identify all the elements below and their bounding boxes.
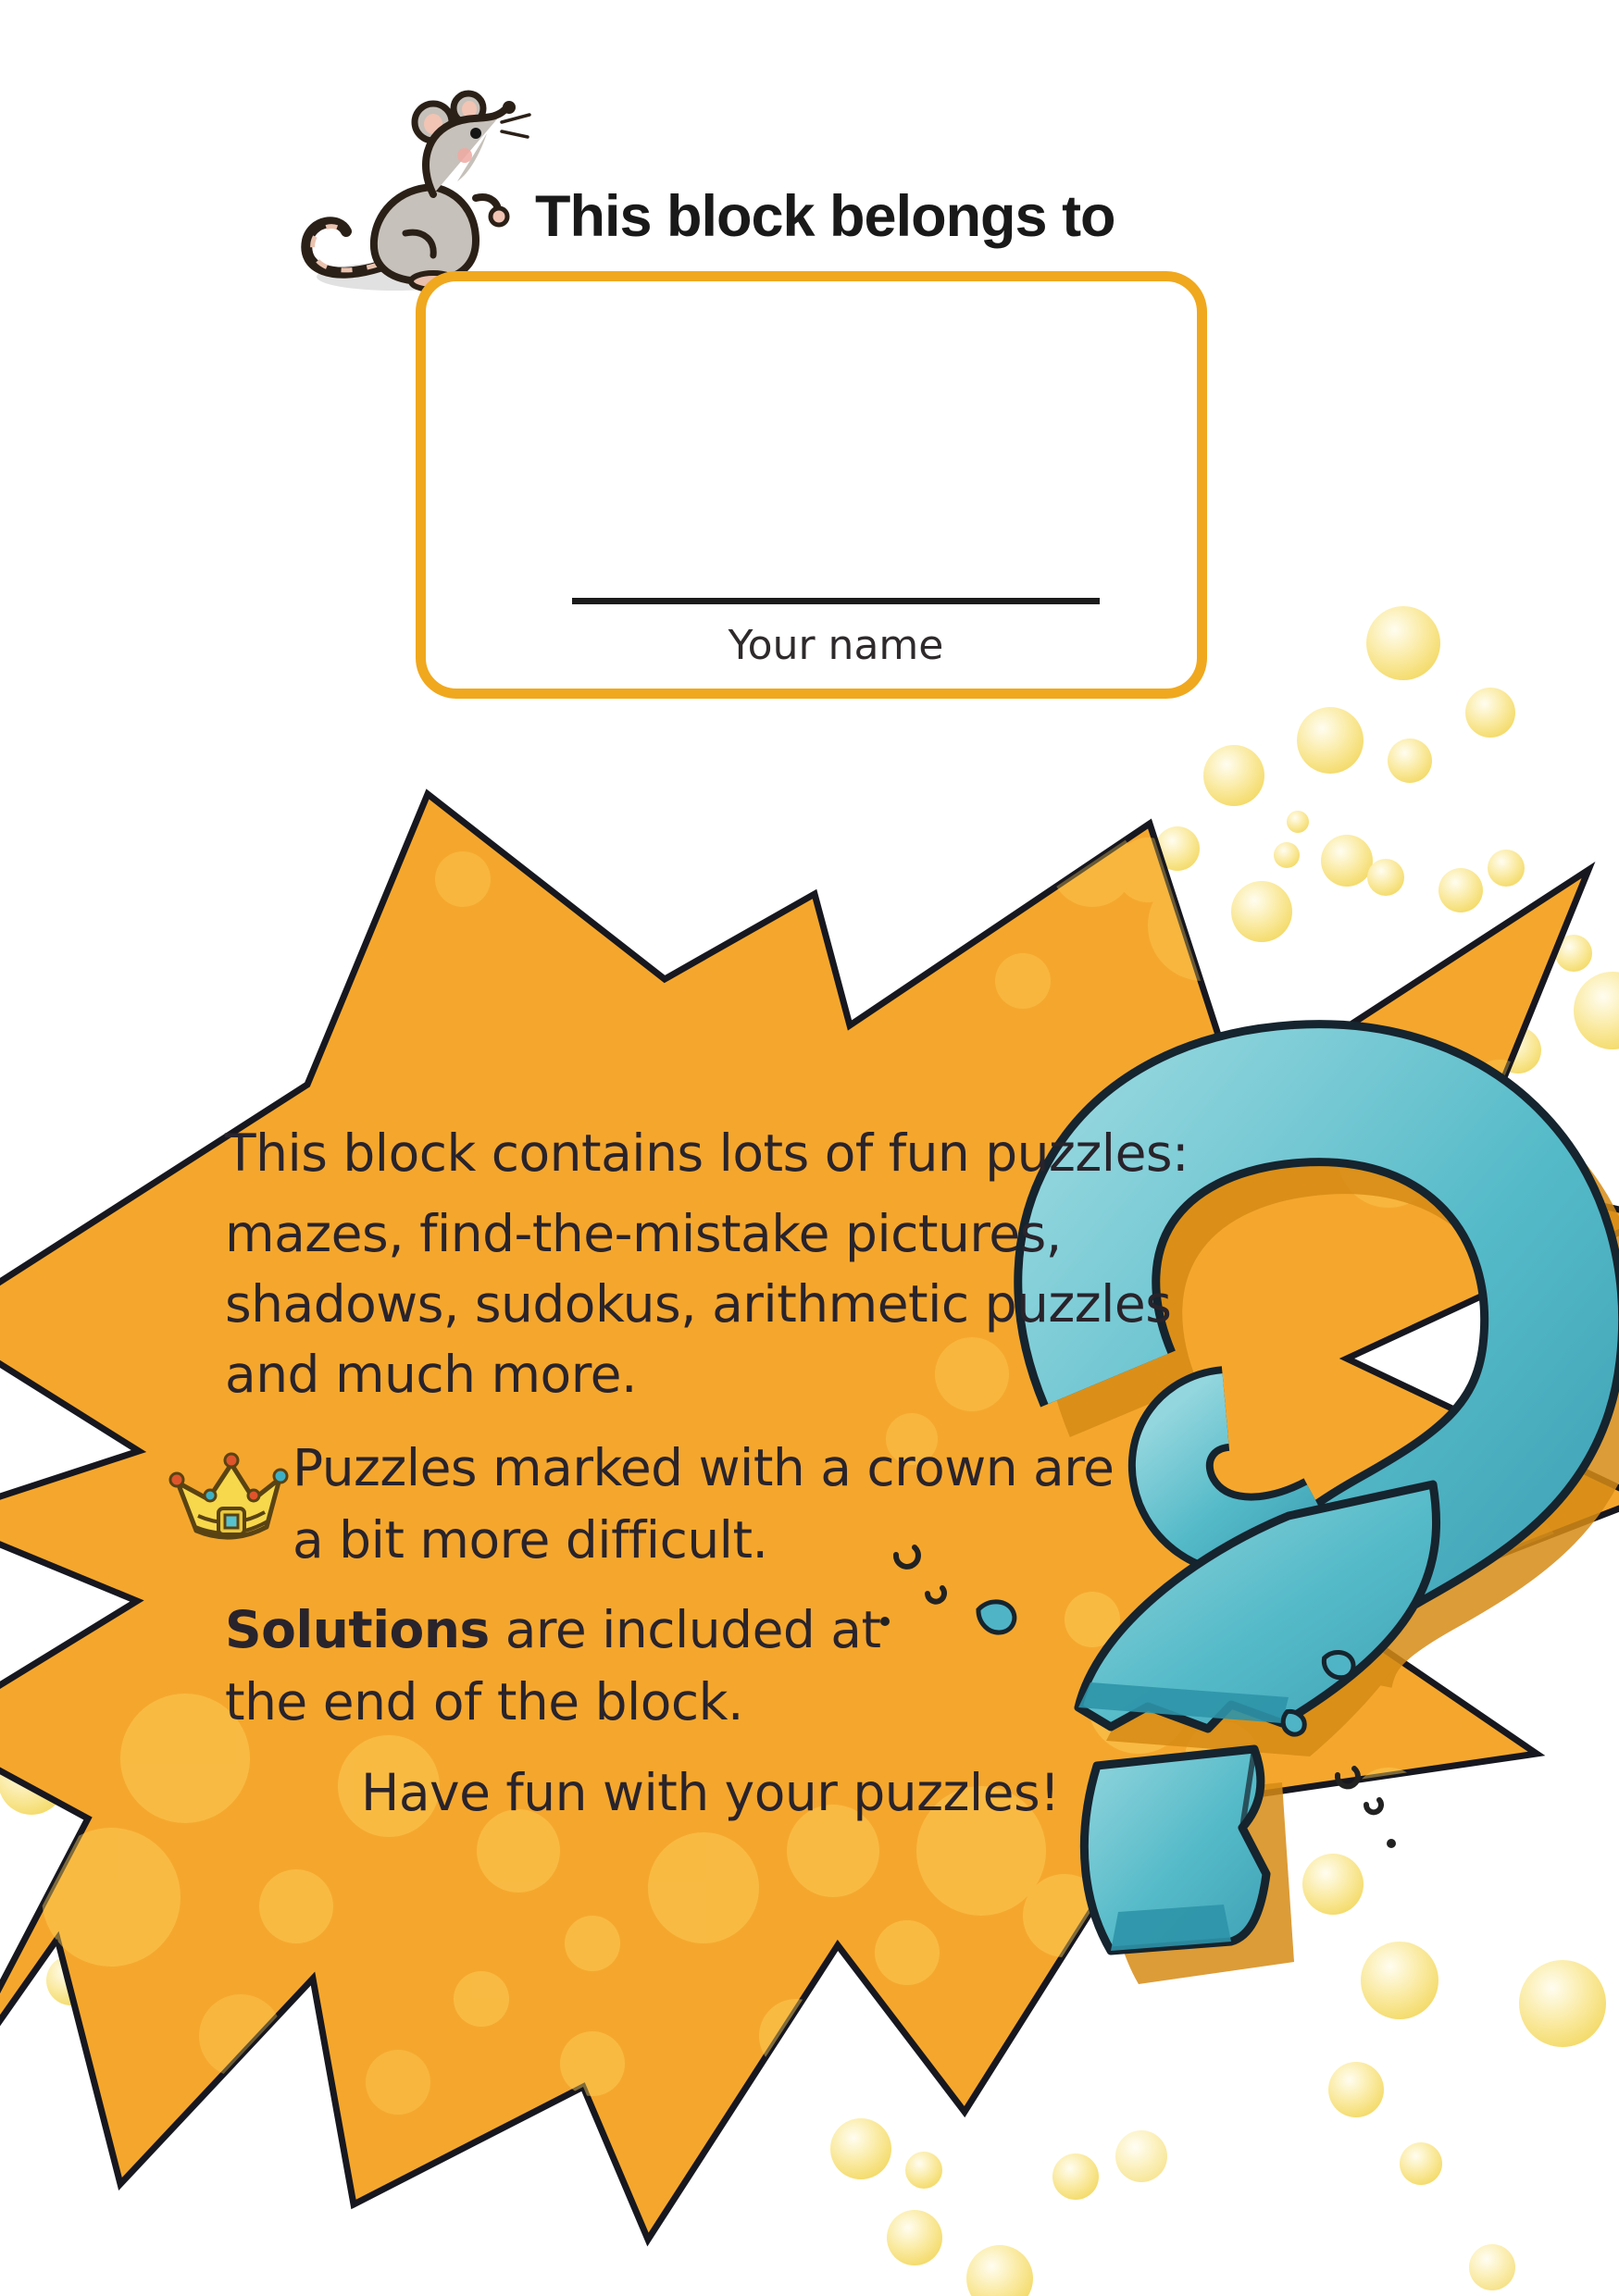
- closing-line: Have fun with your puzzles!: [361, 1763, 1060, 1822]
- page-title: This block belongs to: [535, 184, 1115, 249]
- name-input-line[interactable]: [572, 598, 1100, 604]
- crown-note: [293, 1432, 1115, 1576]
- crown-note-line: Puzzles marked with a crown are: [293, 1438, 1115, 1497]
- intro-line: shadows, sudokus, arithmetic puzzles: [225, 1274, 1172, 1334]
- intro-line: and much more.: [225, 1345, 637, 1404]
- mouse-icon: [306, 93, 529, 291]
- solutions-rest: are included at: [489, 1600, 881, 1659]
- intro-line: mazes, find-the-mistake pictures,: [225, 1204, 1062, 1263]
- solutions-note-line: [225, 1594, 881, 1666]
- solutions-note-line: the end of the block.: [225, 1672, 743, 1731]
- intro-paragraph: [225, 1198, 1171, 1409]
- solutions-note: [225, 1594, 881, 1738]
- name-label: Your name: [728, 622, 944, 669]
- intro-heading: This block contains lots of fun puzzles:: [225, 1123, 1189, 1183]
- crown-note-line: a bit more difficult.: [293, 1510, 768, 1570]
- solutions-bold: Solutions: [225, 1600, 490, 1659]
